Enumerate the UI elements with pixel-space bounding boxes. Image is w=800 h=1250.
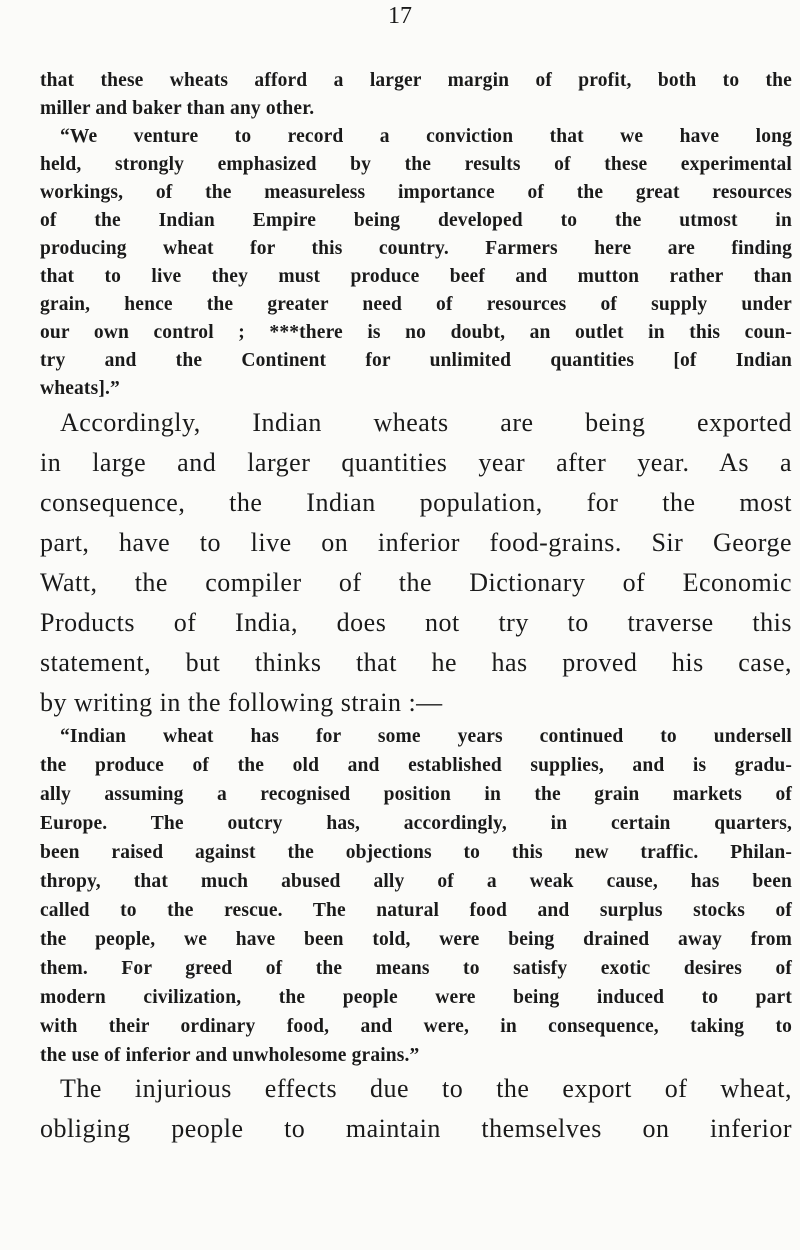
text-line: Watt, the compiler of the Dictionary of Economic: [40, 568, 792, 597]
text-line: wheats].”: [40, 378, 120, 399]
page-number: 17: [388, 3, 412, 29]
text-line: Europe. The outcry has, accordingly, in certain quarters,: [40, 813, 792, 834]
text-line: “We venture to record a conviction that we have long: [60, 126, 792, 147]
text-line: try and the Continent for unlimited quantities [of Indian: [40, 350, 792, 371]
text-line: called to the rescue. The natural food and surplus stocks of: [40, 900, 792, 921]
text-line: that to live they must produce beef and mutton rather than: [40, 266, 792, 287]
text-line: of the Indian Empire being developed to the utmost in: [40, 210, 792, 231]
text-line: held, strongly emphasized by the results of these experimental: [40, 154, 792, 175]
text-line: them. For greed of the means to satisfy exotic desires of: [40, 958, 792, 979]
text-line: by writing in the following strain :—: [40, 688, 443, 717]
text-line: the people, we have been told, were being drained away from: [40, 929, 792, 950]
text-line: thropy, that much abused ally of a weak cause, has been: [40, 871, 792, 892]
text-line: with their ordinary food, and were, in consequence, taking to: [40, 1016, 792, 1037]
text-line: workings, of the measureless importance of the great resources: [40, 182, 792, 203]
text-line: been raised against the objections to this new traffic. Philan-: [40, 842, 792, 863]
text-line: that these wheats afford a larger margin of profit, both to the: [40, 70, 792, 91]
text-line: in large and larger quantities year after year. As a: [40, 448, 792, 477]
text-line: obliging people to maintain themselves on inferior: [40, 1114, 792, 1143]
text-line: producing wheat for this country. Farmers here are finding: [40, 238, 792, 259]
text-line: the produce of the old and established supplies, and is gradu-: [40, 755, 792, 776]
text-line: grain, hence the greater need of resources of supply under: [40, 294, 792, 315]
text-line: ally assuming a recognised position in the grain markets of: [40, 784, 792, 805]
text-line: Products of India, does not try to traverse this: [40, 608, 792, 637]
text-line: the use of inferior and unwholesome grains.”: [40, 1045, 420, 1066]
text-line: our own control ; ***there is no doubt, an outlet in this coun-: [40, 322, 792, 343]
text-line: part, have to live on inferior food-grains. Sir George: [40, 528, 792, 557]
text-line: Accordingly, Indian wheats are being exported: [60, 408, 792, 437]
text-line: “Indian wheat has for some years continued to undersell: [60, 726, 792, 747]
text-line: modern civilization, the people were being induced to part: [40, 987, 792, 1008]
text-line: statement, but thinks that he has proved his case,: [40, 648, 792, 677]
text-line: miller and baker than any other.: [40, 98, 315, 119]
text-line: consequence, the Indian population, for the most: [40, 488, 792, 517]
text-line: The injurious effects due to the export of wheat,: [60, 1074, 792, 1103]
